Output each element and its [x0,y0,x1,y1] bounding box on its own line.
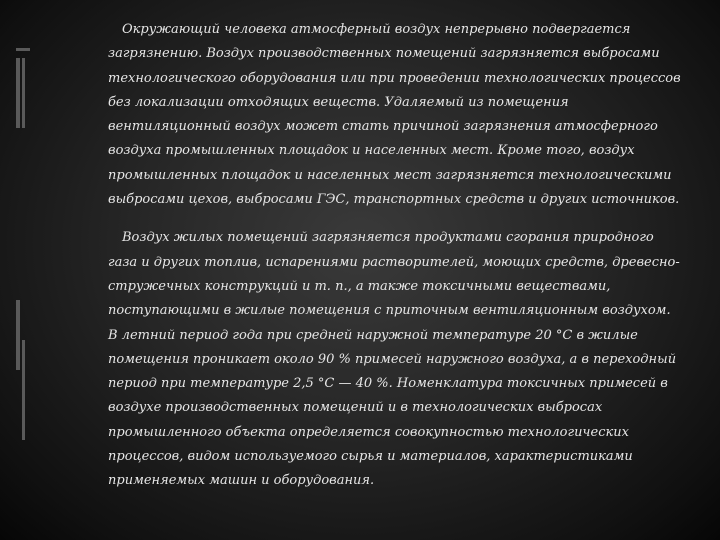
decorative-bars [12,40,36,460]
paragraph-2: Воздух жилых помещений загрязняется продуктами сгорания природного газа и других топлив, испарениями растворителей, моющих средств, древесно-стружечных конструкций и т. п., а также токсичными веществами, поступающими в жилые помещения с приточным вентиляционным воздухом. В летний период года при средней наружной температуре 20 °С в жилые помещения проникает около 90 % примесей наружного воздуха, а в переходный период при температуре 2,5 °С — 40 %. Номенклатура токсичных примесей в воздухе производственных помещений и в технологических выбросах промышленного объекта определяется совокупностью технологических процессов, видом используемого сырья и материалов, характеристиками применяемых машин и оборудования. [108,230,680,489]
paragraph-1: Окружающий человека атмосферный воздух непрерывно подвергается загрязнению. Воздух производственных помещений загрязняется выбросами технологического оборудования или при проведении технологических процессов без локализации отходящих веществ. Удаляемый из помещения вентиляционный воздух может стать причиной загрязнения атмосферного воздуха промышленных площадок и населенных мест. Кроме того, воздух промышленных площадок и населенных мест загрязняется технологическими выбросами цехов, выбросами ГЭС, транспортных средств и других источников. [108,22,681,208]
slide-body-text [108,18,682,494]
